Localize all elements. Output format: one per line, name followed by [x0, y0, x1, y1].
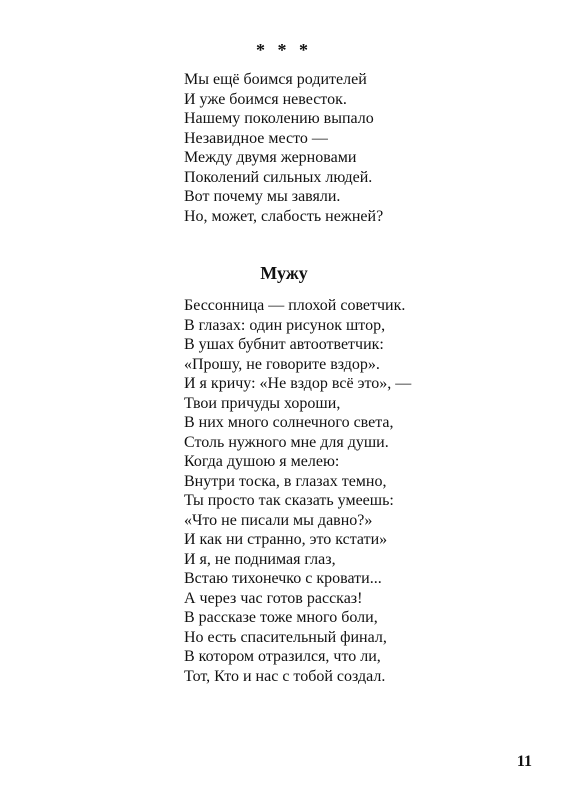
- poem-line: «Что не писали мы давно?»: [184, 511, 373, 529]
- poem-line: Бессонница — плохой советчик.: [184, 297, 406, 314]
- poem-line: Мы ещё боимся родителей: [184, 71, 367, 88]
- poem-line: В рассказе тоже много боли,: [184, 609, 378, 626]
- poem-line: Между двумя жерновами: [184, 149, 357, 166]
- poem-line: Встаю тихонечко с кровати...: [184, 570, 382, 587]
- poem-line: Вот почему мы завяли.: [184, 188, 341, 205]
- poem-line: А через час готов рассказ!: [184, 589, 363, 607]
- poem-line: В них много солнечного света,: [184, 414, 394, 431]
- poem-line: Поколений сильных людей.: [184, 168, 373, 186]
- poem-line: И я кричу: «Не вздор всё это», —: [184, 375, 412, 392]
- poem-line: И как ни странно, это кстати»: [184, 531, 388, 548]
- poem-line: В глазах: один рисунок штор,: [184, 316, 386, 334]
- poem-line: «Прошу, не говорите вздор».: [184, 355, 380, 373]
- poem-muzhu: [184, 296, 411, 686]
- poem-line: Тот, Кто и нас с тобой создал.: [184, 667, 386, 685]
- poem-line: И я, не поднимая глаз,: [184, 550, 336, 568]
- poem-line: Твои причуды хороши,: [184, 394, 341, 412]
- page-number: 11: [516, 753, 532, 770]
- poem-line: Но есть спасительный финал,: [184, 628, 387, 646]
- poem-untitled: [184, 70, 383, 226]
- poem-line: В ушах бубнит автоответчик:: [184, 336, 384, 353]
- poem-line: Столь нужного мне для души.: [184, 433, 389, 451]
- poem-title: Мужу: [260, 263, 308, 283]
- poem-line: Незавидное место —: [184, 129, 328, 147]
- poem-line: Когда душою я мелею:: [184, 453, 340, 470]
- poem-line: И уже боимся невесток.: [184, 90, 347, 108]
- section-separator-asterisks: * * *: [256, 40, 312, 60]
- poem-line: Но, может, слабость нежней?: [184, 207, 384, 225]
- poem-line: В котором отразился, что ли,: [184, 648, 381, 665]
- poem-line: Внутри тоска, в глазах темно,: [184, 472, 387, 490]
- poem-line: Ты просто так сказать умеешь:: [184, 492, 394, 509]
- poem-line: Нашему поколению выпало: [184, 110, 374, 127]
